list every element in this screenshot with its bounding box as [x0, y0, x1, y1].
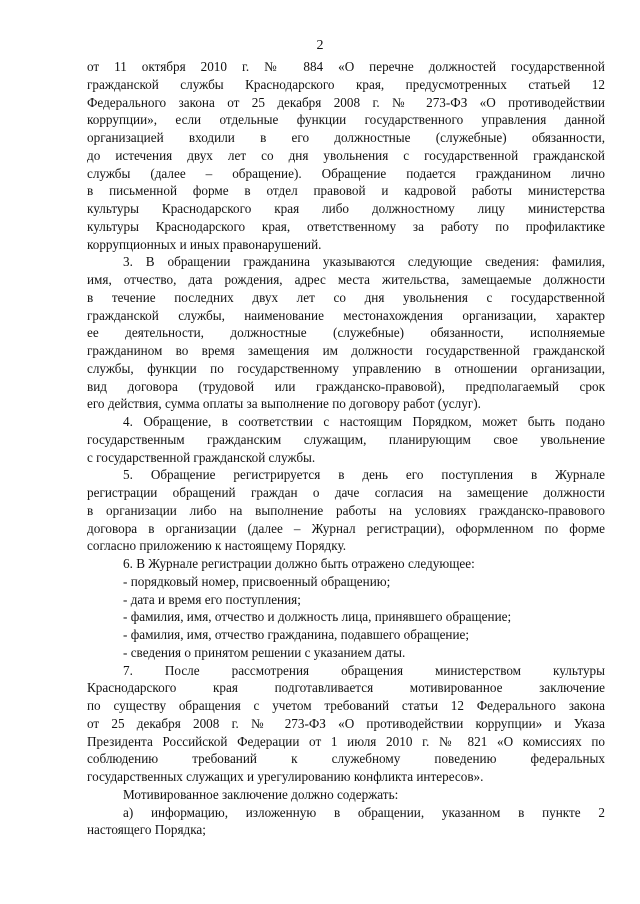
text-line: Краснодарского края подготавливается мотивированное заключение — [87, 680, 605, 696]
text-line: государственным гражданским служащим, планирующим свое увольнение — [87, 431, 605, 447]
page-number: 2 — [316, 38, 324, 53]
text-line: от 25 декабря 2008 г. № 273-ФЗ «О противодействии коррупции» и Указа — [87, 715, 605, 731]
list-item: - фамилия, имя, отчество гражданина, подавшего обращение; — [123, 627, 470, 642]
text-line: Мотивированное заключение должно содержать: — [123, 786, 399, 802]
text-line: настоящего Порядка; — [87, 822, 206, 838]
list-item: - порядковый номер, присвоенный обращению; — [123, 573, 391, 589]
text-line: в организации либо на выполнение работы на условиях гражданско-правового — [87, 502, 605, 518]
text-line: ее деятельности, должностные (служебные) обязанности, исполняемые — [87, 325, 605, 341]
text-line: 7. После рассмотрения обращения министерством культуры — [123, 662, 605, 678]
text-line: Президента Российской Федерации от 1 июля 2010 г. № 821 «О комиссиях по — [87, 733, 605, 749]
text-line: до истечения двух лет со дня увольнения с государственной гражданской — [87, 147, 605, 163]
text-line: организацией входили в его должностные (служебные) обязанности, — [87, 130, 605, 145]
text-line: Федерального закона от 25 декабря 2008 г. № 273-ФЗ «О противодействии — [87, 94, 605, 110]
text-line: с государственной гражданской службы. — [87, 449, 316, 465]
text-line: в течение последних двух лет со дня увольнения с государственной — [87, 289, 605, 305]
text-line: в письменной форме в отдел правовой и кадровой работы министерства — [87, 183, 605, 199]
text-line: регистрации обращений граждан о даче согласия на замещение должности — [87, 485, 605, 500]
text-line: 6. В Журнале регистрации должно быть отражено следующее: — [123, 556, 475, 571]
text-line: имя, отчество, дата рождения, адрес места жительства, замещаемые должности — [87, 272, 605, 287]
text-line: гражданской службы, наименование местонахождения организации, характер — [87, 307, 605, 323]
list-item: - дата и время его поступления; — [123, 591, 301, 607]
document-body — [87, 58, 605, 839]
text-line: его действия, сумма оплаты за выполнение по договору работ (услуг). — [87, 396, 481, 412]
text-line: 4. Обращение, в соответствии с настоящим Порядком, может быть подано — [123, 414, 605, 429]
text-line: 3. В обращении гражданина указываются следующие сведения: фамилия, — [123, 254, 605, 270]
text-line: культуры Краснодарского края либо должностному лицу министерства — [87, 201, 605, 216]
text-line: культуры Краснодарского края, ответственному за работу по профилактике — [87, 218, 605, 234]
text-line: 5. Обращение регистрируется в день его поступления в Журнале — [123, 467, 605, 483]
text-line: службы, функции по государственному управлению в отношении организации, — [87, 360, 605, 376]
text-line: договора в организации (далее – Журнал регистрации), оформленном по форме — [87, 520, 605, 536]
text-line: государственных служащих и урегулированию конфликта интересов». — [87, 769, 484, 784]
text-line: согласно приложению к настоящему Порядку. — [87, 538, 347, 554]
text-line: соблюдению требований к служебному поведению федеральных — [87, 751, 605, 767]
list-item: - фамилия, имя, отчество и должность лица, принявшего обращение; — [123, 609, 512, 625]
text-line: а) информацию, изложенную в обращении, указанном в пункте 2 — [123, 804, 605, 820]
text-line: коррупции», если отдельные функции государственного управления данной — [87, 112, 605, 128]
text-line: вид договора (трудовой или гражданско-правовой), предполагаемый срок — [87, 378, 605, 394]
list-item: - сведения о принятом решении с указанием даты. — [123, 644, 406, 660]
text-line: коррупционных и иных правонарушений. — [87, 236, 322, 252]
text-line: по существу обращения с учетом требований статьи 12 Федерального закона — [87, 698, 605, 713]
text-line: гражданской службы Краснодарского края, предусмотренных статьей 12 — [87, 76, 605, 92]
text-line: гражданином во время замещения им должности государственной гражданской — [87, 343, 605, 358]
text-line: от 11 октября 2010 г. № 884 «О перечне должностей государственной — [87, 59, 605, 74]
text-line: службы (далее – обращение). Обращение подается гражданином лично — [87, 165, 605, 181]
